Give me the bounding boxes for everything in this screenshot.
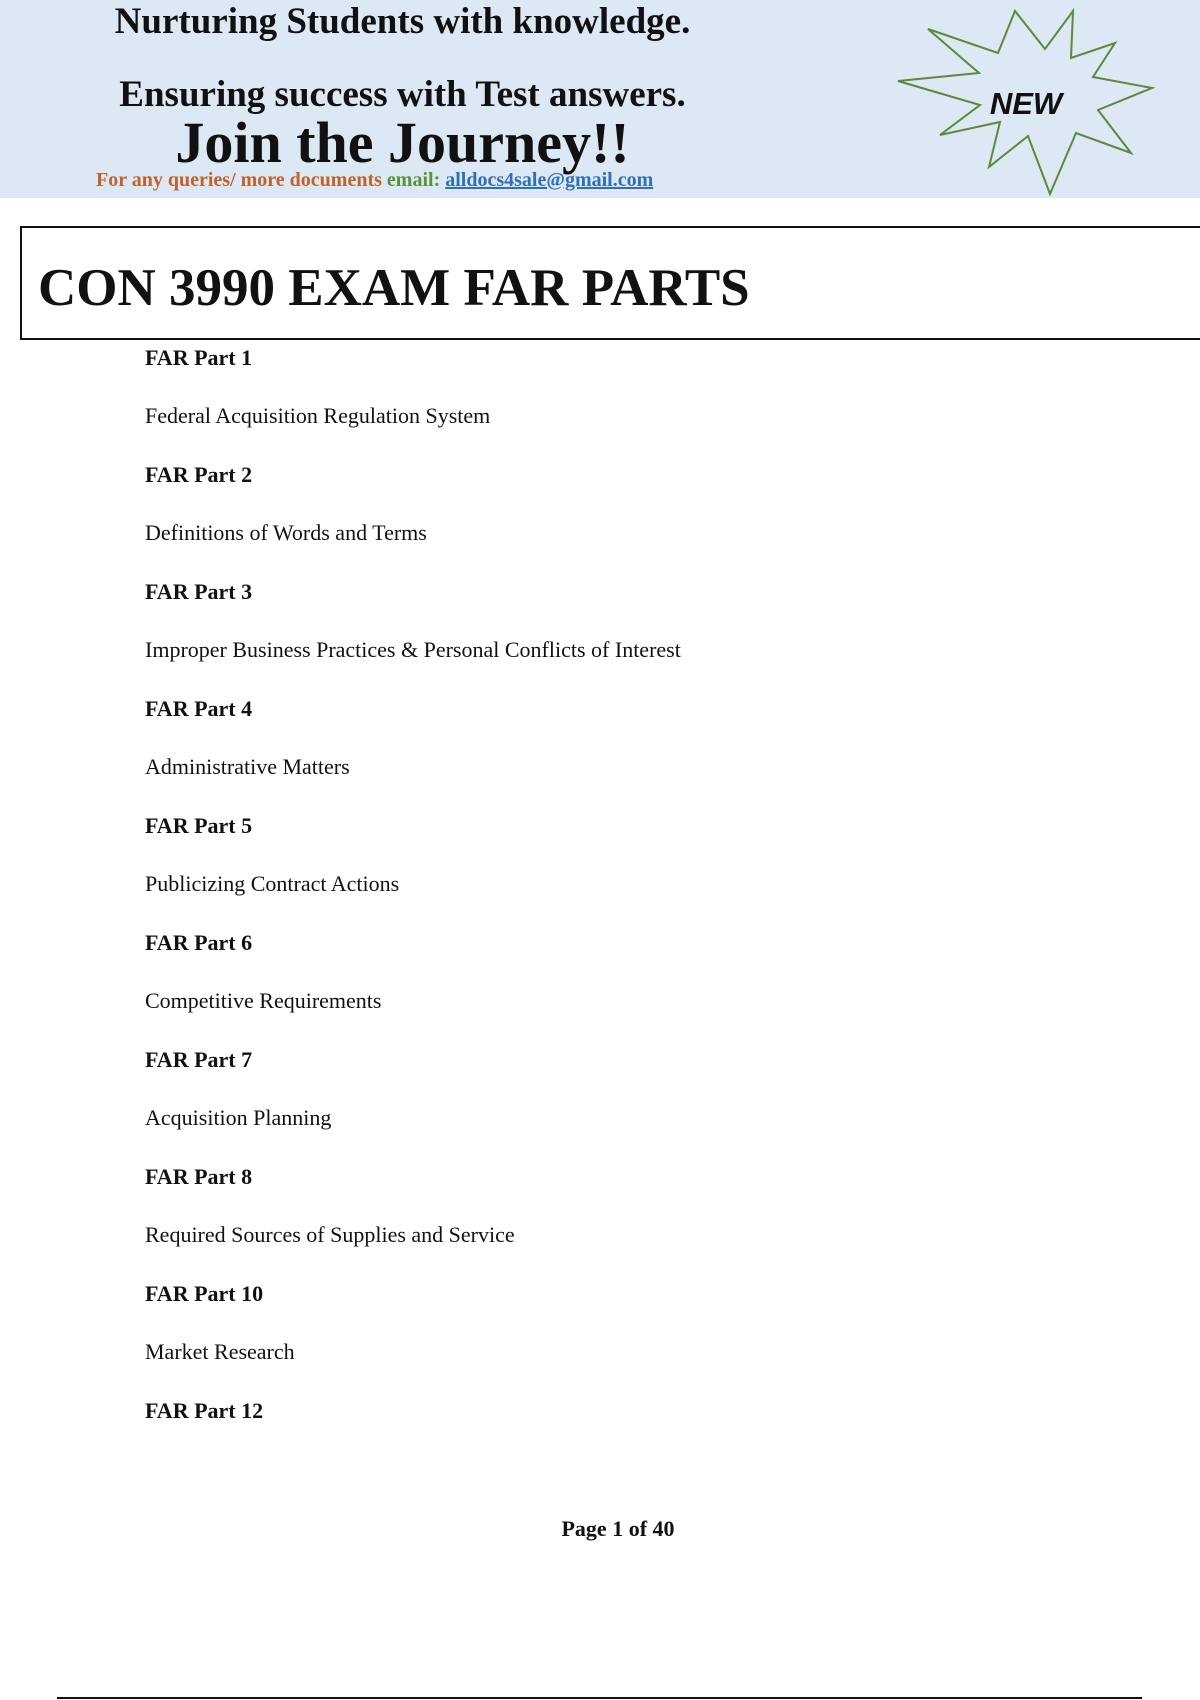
new-starburst-icon: [895, 8, 1171, 198]
far-part-heading: FAR Part 4: [145, 696, 253, 721]
banner-contact: [96, 168, 653, 192]
banner-tagline-2: Ensuring success with Test answers.: [119, 74, 686, 115]
far-part-description: Required Sources of Supplies and Service: [145, 1222, 515, 1247]
far-part-description: Competitive Requirements: [145, 988, 382, 1013]
far-part-heading: FAR Part 3: [145, 579, 253, 604]
contact-prefix: For any queries/ more documents: [96, 169, 382, 191]
list-item: [145, 1277, 1105, 1369]
list-item: [145, 1394, 1105, 1428]
list-item: [145, 575, 1105, 667]
far-part-description: Improper Business Practices & Personal Conflicts of Interest: [145, 637, 681, 662]
contact-email-link[interactable]: alldocs4sale@gmail.com: [445, 169, 654, 191]
footer-divider: [57, 1697, 1142, 1699]
document-title: CON 3990 EXAM FAR PARTS: [38, 259, 750, 317]
banner-headline: Join the Journey!!: [175, 110, 630, 175]
far-part-heading: FAR Part 8: [145, 1164, 253, 1189]
page-number: Page 1 of 40: [561, 1516, 675, 1541]
contact-email-label: email:: [386, 169, 441, 191]
list-item: [145, 341, 1105, 433]
title-box: [20, 226, 1200, 340]
far-parts-list: [145, 341, 1105, 1452]
promo-banner: [0, 0, 1200, 198]
far-part-description: Publicizing Contract Actions: [145, 871, 400, 896]
far-part-heading: FAR Part 6: [145, 930, 253, 955]
far-part-heading: FAR Part 1: [145, 345, 253, 370]
list-item: [145, 458, 1105, 550]
far-part-heading: FAR Part 12: [145, 1398, 264, 1423]
far-part-heading: FAR Part 7: [145, 1047, 253, 1072]
list-item: [145, 926, 1105, 1018]
far-part-description: Administrative Matters: [145, 754, 350, 779]
far-part-heading: FAR Part 2: [145, 462, 253, 487]
far-part-description: Definitions of Words and Terms: [145, 520, 427, 545]
far-part-description: Market Research: [145, 1339, 295, 1364]
far-part-heading: FAR Part 10: [145, 1281, 264, 1306]
banner-tagline-1: Nurturing Students with knowledge.: [114, 1, 691, 42]
list-item: [145, 809, 1105, 901]
list-item: [145, 1043, 1105, 1135]
new-badge-label: NEW: [989, 86, 1063, 121]
far-part-heading: FAR Part 5: [145, 813, 253, 838]
list-item: [145, 692, 1105, 784]
far-part-description: Federal Acquisition Regulation System: [145, 403, 491, 428]
far-part-description: Acquisition Planning: [145, 1105, 332, 1130]
list-item: [145, 1160, 1105, 1252]
